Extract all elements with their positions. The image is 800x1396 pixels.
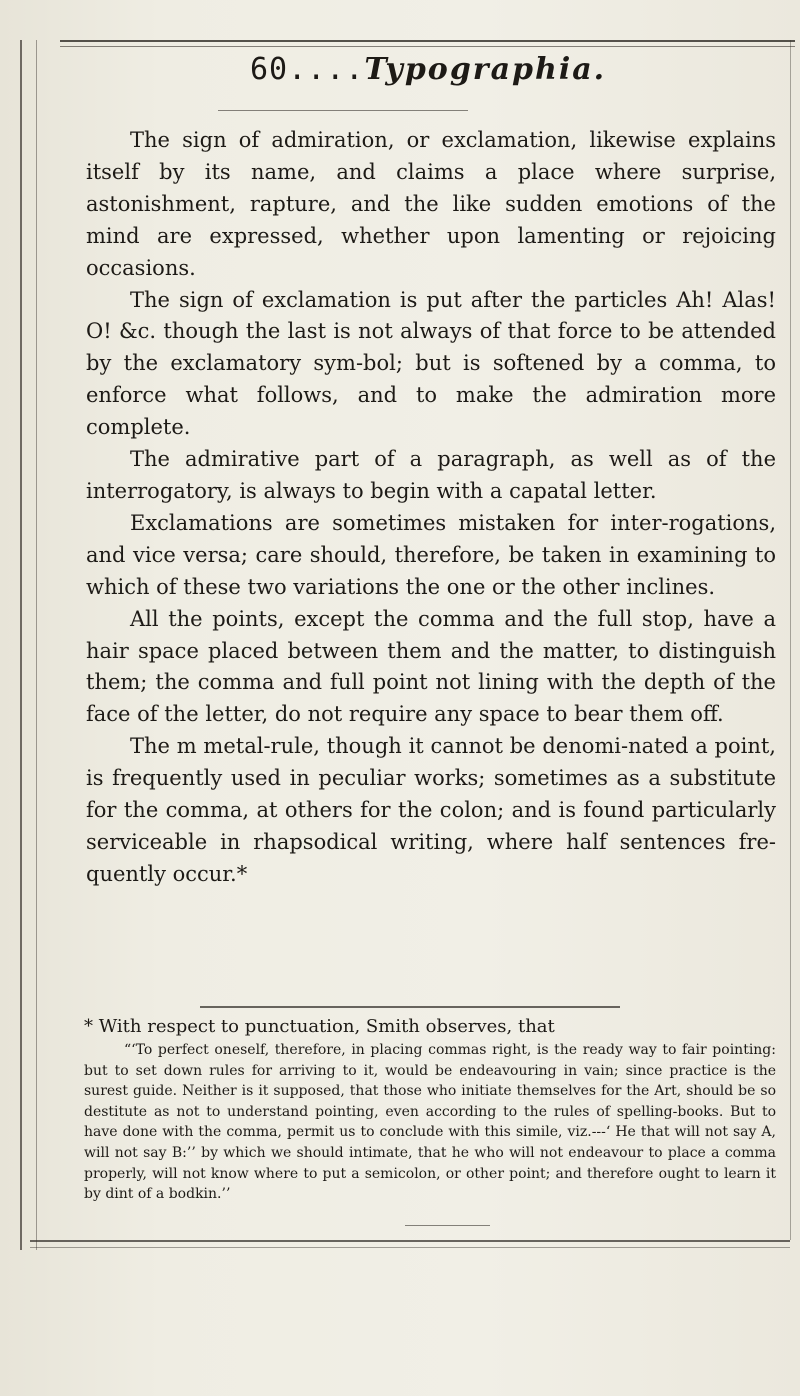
paragraph-exclamation-interrogation: Exclamations are sometimes mistaken for inter-rogations, and vice versa; care should, therefore, be taken in examining to which of these two variations the one or the other inclines. [86, 510, 776, 599]
paragraph-admirative-capital: The admirative part of a paragraph, as well as of the interrogatory, is always to begin with a capatal letter. [86, 447, 776, 503]
header-rule [218, 110, 468, 111]
top-border-rule [60, 40, 795, 42]
footnote [84, 1014, 776, 1205]
footnote-separator [200, 1006, 620, 1008]
running-header [250, 52, 606, 87]
right-border-rule [790, 40, 791, 1240]
footnote-quote: “‘To perfect oneself, therefore, in placing commas right, is the ready way to fair pointing: but to set down rules for arriving to it, would be endeavouring in vain; since practice is the surest guide. Neither is it supposed, that those who initiate themselves for the Art, should be so destitute as not to understand pointing, even according to the rules of spelling-books. But to have done with the comma, permit us to conclude with this simile, viz.---‘ He that will not say A, will not say B:’’ by which we should intimate, that he who will not endeavour to place a comma properly, will not know where to put a semicolon, or other point; and therefore ought to learn it by dint of a bodkin.’’ [84, 1042, 776, 1203]
top-border-rule-thin [60, 46, 795, 47]
paragraph-exclamation-particles: The sign of exclamation is put after the particles Ah! Alas! O! &c. though the last is not always of that force to be attended by the exclamatory sym-bol; but is softened by a comma, to enforce what follows, and to make the admiration more complete. [86, 287, 776, 440]
paragraph-hair-space: All the points, except the comma and the full stop, have a hair space placed between them and the matter, to distinguish them; the comma and full point not lining with the depth of the face of the letter, do not require any space to bear them off. [86, 606, 776, 727]
bottom-border-rule [30, 1240, 790, 1242]
page-number: 60.... [250, 52, 365, 87]
main-text [86, 125, 776, 891]
footnote-lead: * With respect to punctuation, Smith observes, that [84, 1016, 555, 1037]
end-rule [405, 1225, 490, 1226]
left-border-rule [20, 40, 22, 1250]
paragraph-metal-rule: The m metal-rule, though it cannot be denomi-nated a point, is frequently used in peculiar works; sometimes as a substitute for the comma, at others for the colon; and is found particularly serviceable in rhapsodical writing, where half sentences fre-quently occur.* [86, 734, 776, 886]
left-border-rule-thin [36, 40, 37, 1250]
bottom-border-rule-thin [30, 1247, 790, 1248]
running-title: Typographia. [364, 52, 607, 87]
paragraph-admiration: The sign of admiration, or exclamation, likewise explains itself by its name, and claims a place where surprise, astonishment, rapture, and the like sudden emotions of the mind are expressed, whether upon lamenting or rejoicing occasions. [86, 128, 776, 280]
